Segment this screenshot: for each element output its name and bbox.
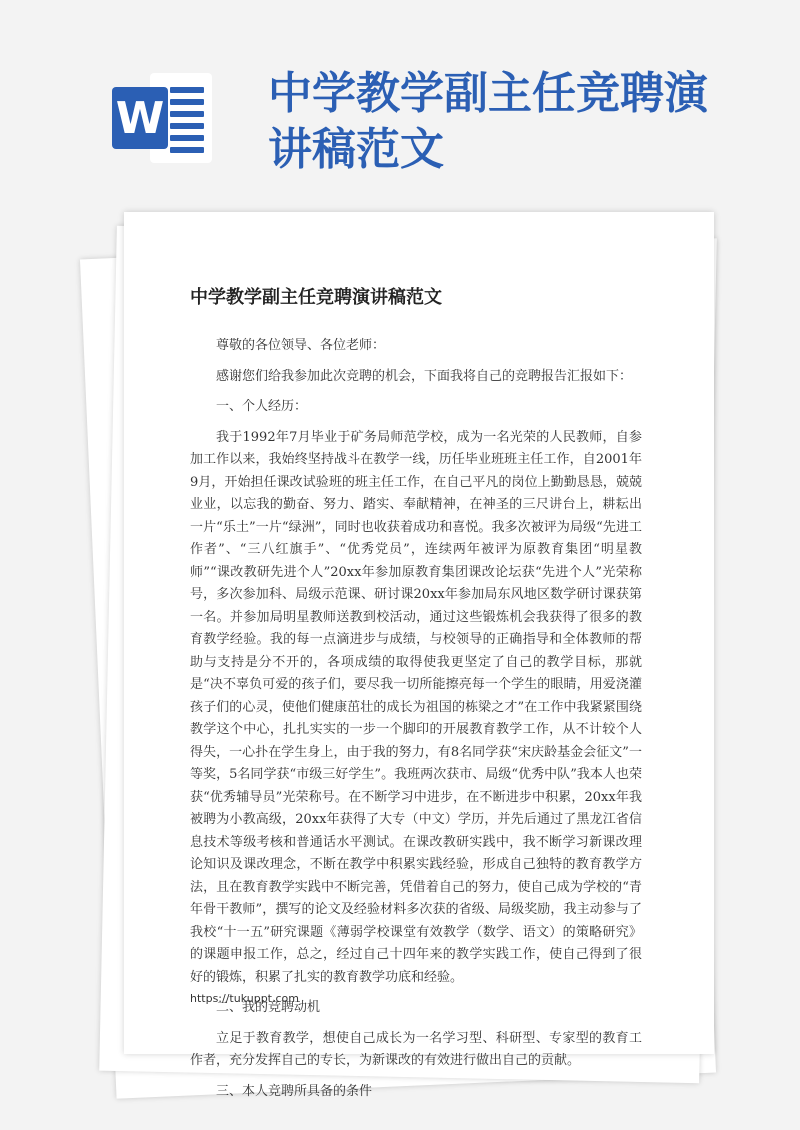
intro-paragraph: 感谢您们给我参加此次竞聘的机会，下面我将自己的竞聘报告汇报如下： (216, 368, 633, 384)
section3-heading: 三、本人竞聘所具备的条件 (216, 1083, 373, 1099)
footer-url: https://tukuppt.com (190, 992, 299, 1005)
section2-paragraph: 立足于教育教学，想使自己成长为一名学习型、科研型、专家型的教育工作者，充分发挥自己的专长，为新课改的有效进行做出自己的贡献。 (190, 1030, 642, 1068)
section1-paragraph: 我于1992年7月毕业于矿务局师范学校，成为一名光荣的人民教师，自参加工作以来，我始终坚持战斗在教学一线，历任毕业班班主任工作，自2001年9月，开始担任课改试验班的班主任工作，在自己平凡的岗位上勤勤恳恳，兢兢业业，以忘我的勤奋、努力、踏实、奉献精神，在神圣的三尺讲台上，耕耘出一片“乐土”一片“绿洲”，同时也收获着成功和喜悦。我多次被评为局级“先进工作者”、“三八红旗手”、“优秀党员”，连续两年被评为原教育集团“明星教师”“课改教研先进个人”20xx年参加原教育集团课改论坛获“先进个人”光荣称号，多次参加科、局级示范课、研讨课20xx年参加局东风地区数学研讨课获第一名。并参加局明星教师送教到校活动，通过这些锻炼机会我获得了很多的教育教学经验。我的每一点滴进步与成绩，与校领导的正确指导和全体教师的帮助与支持是分不开的，各项成绩的取得使我更坚定了自己的教学目标，那就是“决不辜负可爱的孩子们，要尽我一切所能擦亮每一个学生的眼睛，用爱浇灌孩子们的心灵，使他们健康茁壮的成长为祖国的栋梁之才”在工作中我紧紧围绕教学这个中心，扎扎实实的一步一个脚印的开展教育教学工作，从不计较个人得失，一心扑在学生身上，由于我的努力，有8名同学获“宋庆龄基金会征文”一等奖，5名同学获“市级三好学生”。我班两次获市、局级“优秀中队”我本人也荣获“优秀辅导员”光荣称号。在不断学习中进步，在不断进步中积累，20xx年我被聘为小教高级，20xx年获得了大专（中文）学历，并先后通过了黑龙江省信息技术等级考核和普通话水平测试。在课改教研实践中，我不断学习新课改理论知识及课改理念，不断在教学中积累实践经验，形成自己独特的教育教学方法，且在教育教学实践中不断完善，凭借着自己的努力，使自己成为学校的“青年骨干教师”，撰写的论文及经验材料多次获的省级、局级奖励，我主动参与了我校“十一五”研究课题《薄弱学校课堂有效教学（数学、语文）的策略研究》的课题申报工作，总之，经过自己十四年来的教学实践工作，使自己得到了很好的锻炼，积累了扎实的教育教学功底和经验。 (190, 429, 642, 985)
page-title: 中学教学副主任竞聘演讲稿范文 (268, 68, 708, 175)
word-w-letter: W (112, 87, 168, 149)
document-title: 中学教学副主任竞聘演讲稿范文 (190, 287, 442, 308)
section1-heading: 一、个人经历： (216, 399, 308, 414)
salutation: 尊敬的各位领导、各位老师： (216, 338, 386, 353)
word-document-icon (112, 73, 212, 163)
document-body (190, 335, 642, 1103)
section2-heading: 二、我的竞聘动机 (216, 1000, 321, 1015)
